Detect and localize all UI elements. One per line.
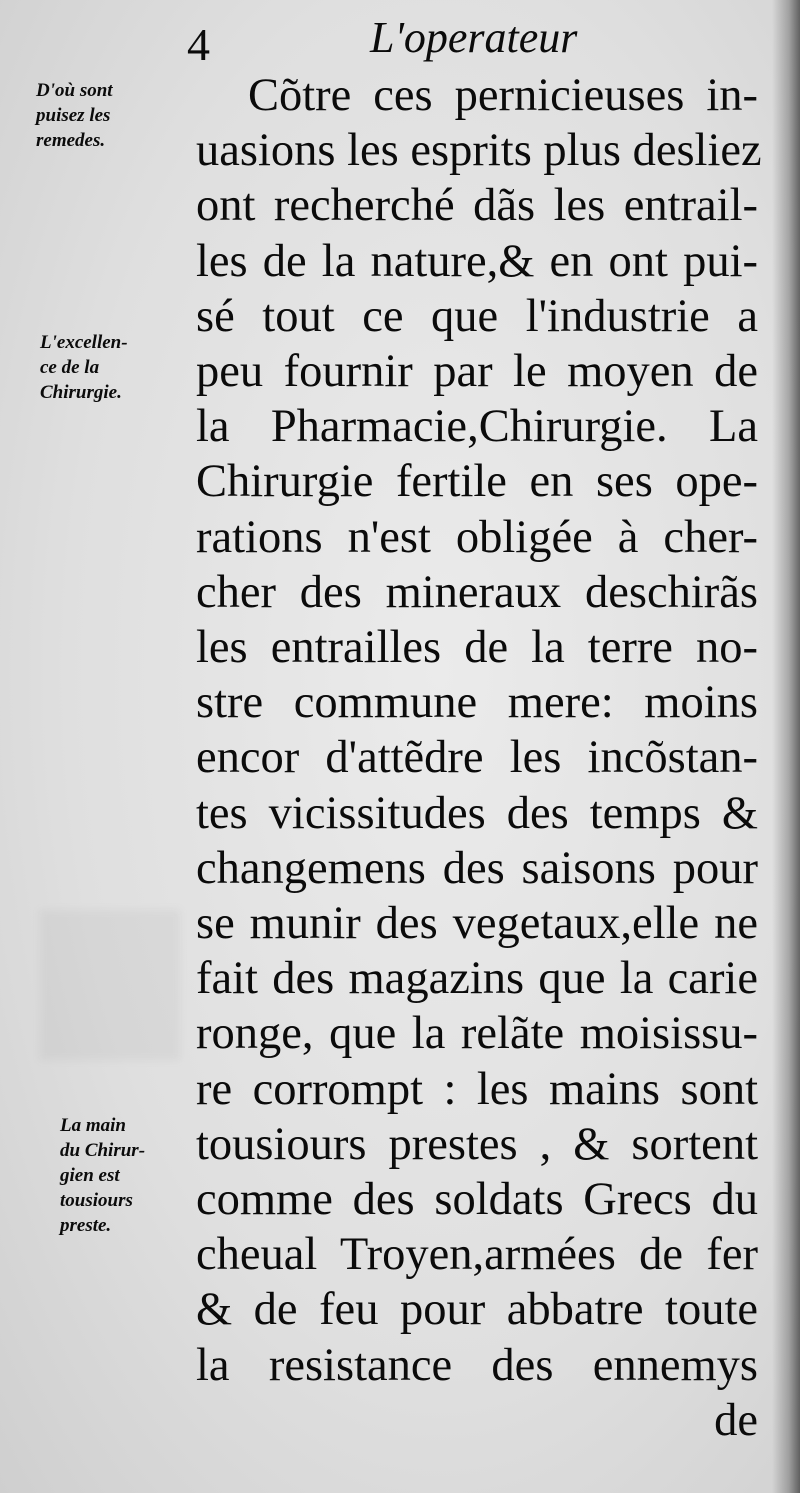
text-line: tes vicissitudes des temps &: [196, 787, 758, 839]
text-line: se munir des vegetaux,elle ne: [196, 898, 758, 950]
margin-note-sources: [36, 78, 113, 153]
text-line: tousiours prestes , & sortent: [196, 1118, 758, 1170]
margin-note-line: gien est: [60, 1165, 120, 1186]
text-line: Cõtre ces pernicieuses in-: [248, 70, 758, 121]
margin-note-line: puisez les: [36, 105, 111, 126]
running-title: L'operateur: [370, 13, 578, 62]
text-line: changemens des saisons pour: [196, 842, 758, 894]
show-through-bleed: [40, 910, 180, 1060]
text-line: re corrompt : les mains sont: [196, 1063, 758, 1115]
text-line: les entrailles de la terre no-: [196, 622, 758, 674]
margin-note-line: L'excellen-: [40, 332, 128, 353]
text-line: la resistance des ennemys: [196, 1339, 758, 1391]
page-gutter-shadow: [772, 0, 800, 1493]
page-number: 4: [187, 19, 210, 70]
text-line: la Pharmacie,Chirurgie. La: [196, 401, 758, 453]
margin-note-line: preste.: [60, 1215, 112, 1236]
text-line: ronge, que la relãte moisissu-: [196, 1008, 758, 1060]
text-line: peu fournir par le moyen de: [196, 346, 758, 398]
text-line: sé tout ce que l'industrie a: [196, 290, 758, 342]
margin-note-excellence: [40, 330, 128, 405]
text-line: Chirurgie fertile en ses ope-: [196, 456, 758, 508]
text-line: ont recherché dãs les entrail-: [196, 180, 758, 232]
text-line: comme des soldats Grecs du: [196, 1174, 758, 1226]
text-line: les de la nature,& en ont pui-: [196, 235, 758, 287]
text-line: rations n'est obligée à cher-: [196, 511, 758, 563]
margin-note-line: du Chirur-: [60, 1140, 146, 1161]
margin-note-line: Chirurgie.: [40, 382, 122, 403]
text-line: encor d'attẽdre les incõstan-: [196, 732, 758, 784]
text-line: cher des mineraux deschirãs: [196, 566, 758, 618]
margin-note-line: ce de la: [40, 357, 100, 378]
catchword: de: [714, 1394, 758, 1446]
text-line: fait des magazins que la carie: [196, 953, 758, 1005]
text-line: stre commune mere: moins: [196, 677, 758, 729]
margin-note-line: remedes.: [36, 130, 106, 151]
margin-note-line: tousiours: [60, 1190, 133, 1211]
text-line: cheual Troyen,armées de fer: [196, 1229, 758, 1281]
text-line: uasions les esprits plus desliez: [196, 125, 762, 177]
body-text: [196, 68, 762, 1448]
margin-note-surgeon-hand: [60, 1113, 145, 1238]
text-line: & de feu pour abbatre toute: [196, 1284, 758, 1336]
margin-note-line: La main: [60, 1115, 126, 1136]
margin-note-line: D'où sont: [36, 80, 113, 101]
